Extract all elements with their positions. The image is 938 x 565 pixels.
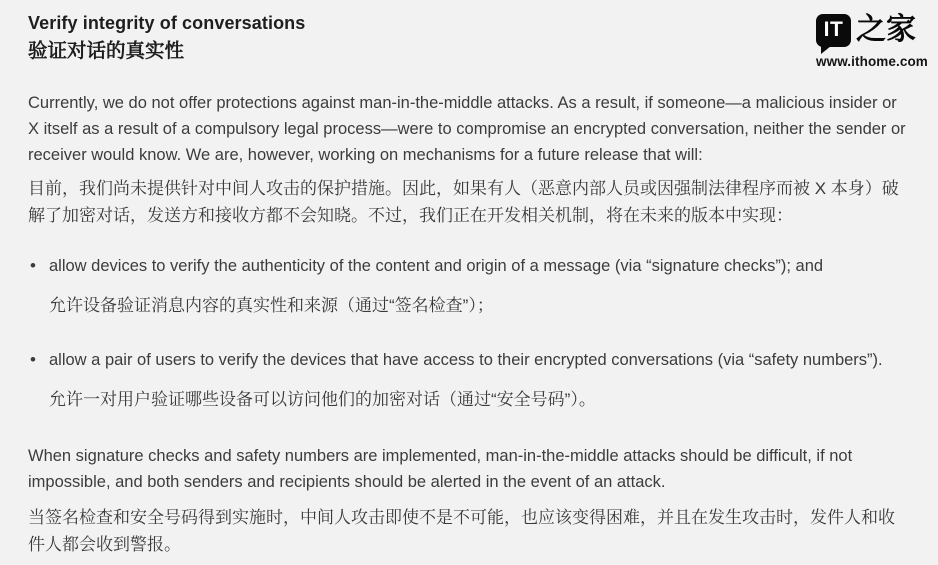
bullet-text-en: • allow a pair of users to verify the devices that have access to their encrypted conversations (via “safety numbers”). <box>49 351 883 369</box>
list-item <box>28 253 910 319</box>
ithome-logo-it-text: IT <box>823 18 844 41</box>
page-title-en: Verify integrity of conversations <box>28 13 306 33</box>
ithome-url-text: www.ithome.com <box>816 54 928 69</box>
ithome-logo-row <box>816 13 918 47</box>
ithome-logo <box>816 12 928 69</box>
bullet-list <box>28 253 910 413</box>
article-header <box>28 12 928 69</box>
bullet-text-en: • allow devices to verify the authenticity of the content and origin of a message (via “signature checks”); and <box>49 257 824 275</box>
paragraph-conclusion-en: When signature checks and safety numbers are implemented, man-in-the-middle attacks should be difficult, if not impossible, and both senders and recipients should be alerted in the event of an attack. <box>28 447 853 491</box>
page-title-zh: 验证对话的真实性 <box>28 40 185 62</box>
bullet-text-zh: 允许设备验证消息内容的真实性和来源（通过“签名检查”）； <box>49 296 494 315</box>
paragraph-conclusion-zh: 当签名检查和安全号码得到实施时，中间人攻击即使不是不可能，也应该变得困难，并且在发生攻击时，发件人和收件人都会收到警报。 <box>28 508 895 554</box>
ithome-logo-zhijia-text: 之家 <box>856 12 916 47</box>
paragraph-intro-zh: 目前，我们尚未提供针对中间人攻击的保护措施。因此，如果有人（恶意内部人员或因强制法律程序而被 X 本身）破解了加密对话，发送方和接收方都不会知晓。不过，我们正在开发相关机制，将在未来的版本中实现： <box>28 179 899 225</box>
paragraph-intro-en: Currently, we do not offer protections against man-in-the-middle attacks. As a result, if someone—a malicious insider or X itself as a result of a compulsory legal process—were to compromise an encrypted conversation, neither the sender or receiver would know. We are, however, working on mechanisms for a future release that will: <box>28 94 906 164</box>
ithome-speech-bubble-icon <box>816 14 851 47</box>
bullet-text-zh: 允许一对用户验证哪些设备可以访问他们的加密对话（通过“安全号码”）。 <box>49 390 596 409</box>
title-block <box>28 12 910 63</box>
list-item <box>28 347 910 413</box>
article-body <box>28 90 910 558</box>
